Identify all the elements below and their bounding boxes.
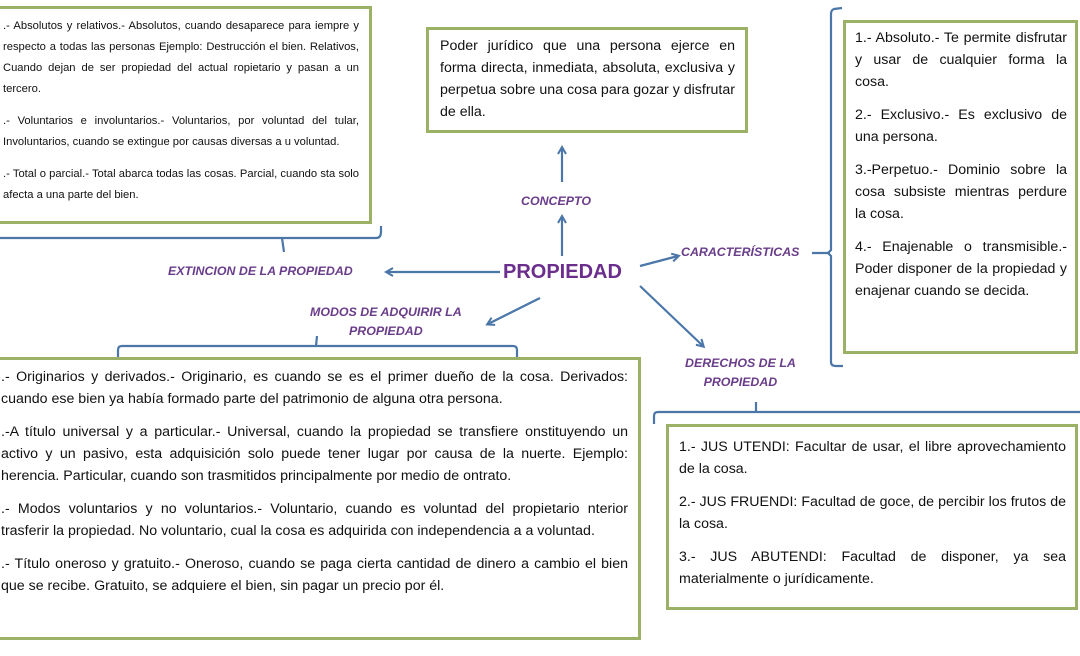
extincion-item: .- Voluntarios e involuntarios.- Voluntarios, por voluntad del tular, Involuntarios, cuando se extingue por causas diversas a u voluntad.	[3, 115, 359, 148]
modos-item: .- Originarios y derivados.- Originario, es cuando se es el primer dueño de la cosa. Derivados: cuando ese bien ya había formado parte del patrimonio de alguna otra persona.	[1, 369, 628, 407]
brace-extincion	[0, 226, 381, 252]
label-concepto: CONCEPTO	[521, 194, 591, 208]
label-derechos-line2: PROPIEDAD	[703, 375, 778, 389]
extincion-item: .- Absolutos y relativos.- Absolutos, cuando desaparece para iempre y respecto a todas las personas Ejemplo: Destrucción el bien. Relativos, Cuando dejan de ser propiedad del actual ropietario y pasan a un tercero.	[3, 20, 359, 95]
modos-item: .- Modos voluntarios y no voluntarios.- Voluntario, cuando es voluntad del propietario nterior trasferir la propiedad. No voluntario, cual la cosa es adquirida con independencia a a voluntad.	[1, 501, 628, 539]
modos-box	[0, 357, 641, 640]
central-node-propiedad: PROPIEDAD	[503, 261, 622, 283]
derechos-box	[666, 424, 1078, 610]
extincion-box	[0, 6, 372, 224]
derechos-item: 1.- JUS UTENDI: Facultar de usar, el libre aprovechamiento de la cosa.	[679, 439, 1066, 477]
label-modos	[310, 303, 462, 341]
concepto-text: Poder jurídico que una persona ejerce en forma directa, inmediata, absoluta, exclusiva y perpetua sobre una cosa para gozar y disfrutar de ella.	[440, 38, 735, 120]
caracteristicas-box	[843, 20, 1078, 354]
brace-derechos	[654, 402, 1080, 424]
derechos-item: 3.- JUS ABUTENDI: Facultad de disponer, ya sea materialmente o jurídicamente.	[679, 549, 1066, 587]
arrow-to-modos	[488, 298, 540, 324]
brace-caracteristicas	[828, 8, 843, 366]
modos-item: .- Título oneroso y gratuito.- Oneroso, cuando se paga cierta cantidad de dinero a cambio el bien que se recibe. Gratuito, se adquiere el bien, sin pagar un precio por él.	[1, 556, 628, 594]
concepto-box	[426, 27, 748, 133]
label-extincion: EXTINCION DE LA PROPIEDAD	[168, 264, 353, 278]
derechos-item: 2.- JUS FRUENDI: Facultad de goce, de percibir los frutos de la cosa.	[679, 494, 1066, 532]
arrow-to-derechos	[640, 286, 703, 346]
label-caracteristicas: CARACTERÍSTICAS	[681, 245, 800, 259]
caracteristicas-item: 1.- Absoluto.- Te permite disfrutar y usar de cualquier forma la cosa.	[855, 30, 1067, 90]
caracteristicas-item: 4.- Enajenable o transmisible.- Poder disponer de la propiedad y enajenar cuando se decida.	[855, 239, 1067, 299]
caracteristicas-item: 2.- Exclusivo.- Es exclusivo de una persona.	[855, 107, 1067, 145]
label-derechos-line1: DERECHOS DE LA	[685, 356, 796, 370]
label-modos-line1: MODOS DE ADQUIRIR LA	[310, 305, 462, 319]
extincion-item: .- Total o parcial.- Total abarca todas las cosas. Parcial, cuando sta solo afecta a una parte del bien.	[3, 168, 359, 201]
label-modos-line2: PROPIEDAD	[349, 324, 423, 338]
caracteristicas-item: 3.-Perpetuo.- Dominio sobre la cosa subsiste mientras perdure la cosa.	[855, 162, 1067, 222]
label-derechos	[685, 354, 796, 392]
modos-item: .-A título universal y a particular.- Universal, cuando la propiedad se transfiere onstituyendo un activo y un pasivo, esta adquisición solo puede tener lugar por causa de la nuerte. Ejemplo: herencia. Particular, cuando son trasmitidos principalmente por medio de ontrato.	[1, 424, 628, 484]
arrow-to-caracteristicas	[640, 256, 678, 266]
